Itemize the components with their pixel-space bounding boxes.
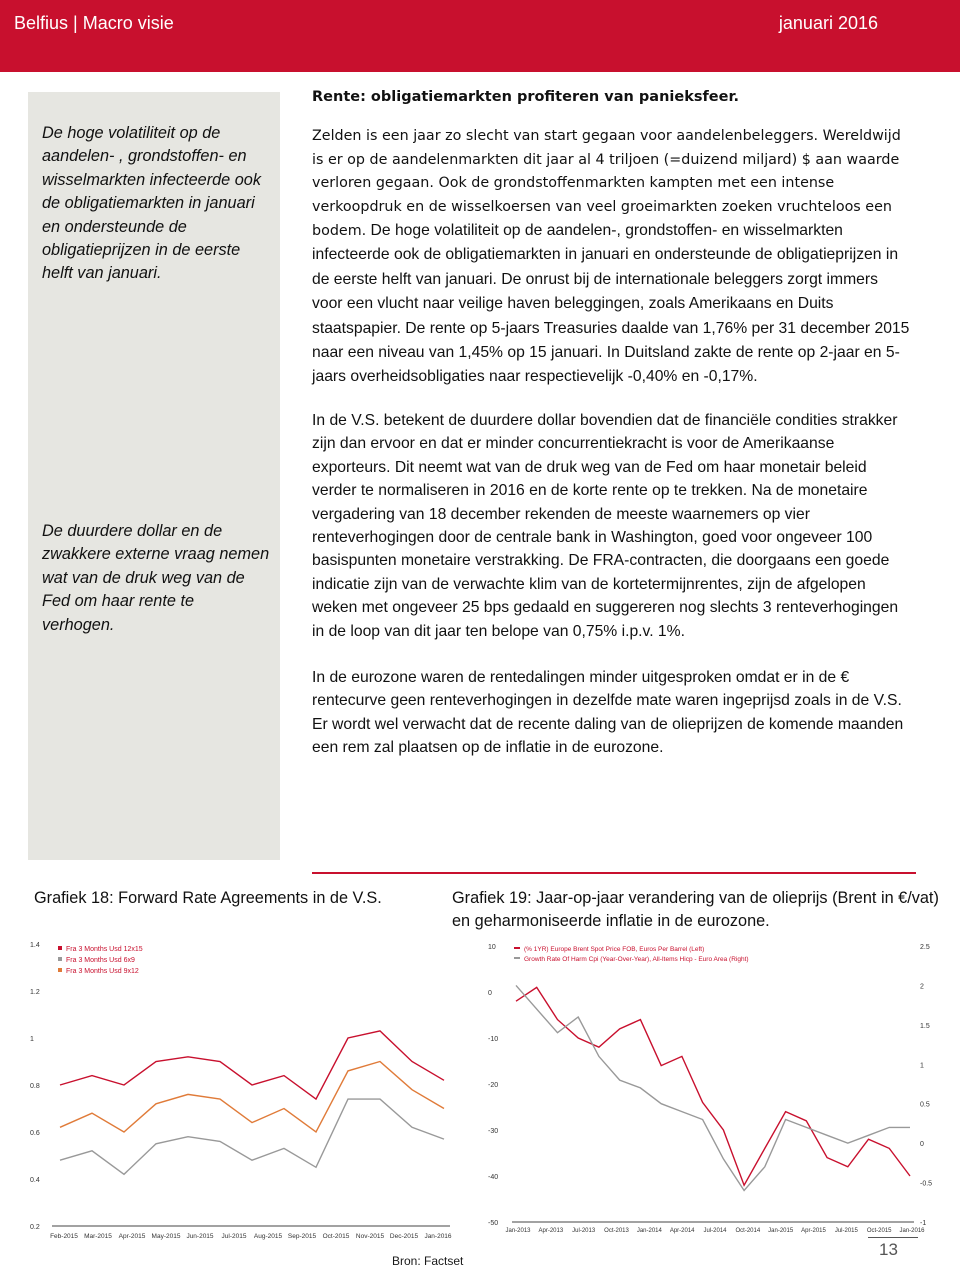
x-tick-label: Apr-2013 [538, 1228, 564, 1234]
y-right-tick-label: 1 [920, 1062, 924, 1070]
x-tick-label: Jul-2015 [221, 1233, 247, 1240]
y-right-tick-label: 1.5 [920, 1022, 930, 1030]
series-line [516, 985, 910, 1190]
series-line [516, 987, 910, 1185]
legend-swatch [58, 968, 62, 972]
page-number-rule [868, 1237, 918, 1238]
chart18-title: Grafiek 18: Forward Rate Agreements in de V.S. [34, 889, 382, 907]
x-tick-label: Jan-2016 [424, 1233, 452, 1240]
x-tick-label: Oct-2013 [604, 1228, 629, 1234]
y-left-tick-label: -10 [488, 1036, 499, 1043]
y-right-tick-label: -0.5 [920, 1180, 933, 1188]
article-body [312, 86, 912, 760]
section-divider [312, 872, 916, 874]
x-tick-label: Jan-2013 [505, 1228, 531, 1234]
y-right-tick-label: 2 [920, 983, 924, 991]
legend-label: (% 1YR) Europe Brent Spot Price FOB, Euros Per Barrel (Left) [524, 946, 705, 953]
y-right-tick-label: 0 [920, 1141, 924, 1149]
y-left-tick-label: -50 [488, 1220, 499, 1227]
x-tick-label: Jul-2014 [703, 1228, 727, 1234]
article-intro-lead: Zelden is een jaar zo slecht van start gegaan voor aandelenbeleggers. Wereldwijd is er op de aandelenmarkten dit jaar al 4 triljoen (=duizend miljard) $ aan waarde verloren gegaan. Ook de grondstoffenmarkten kampten met een intense verkoopdruk en de wisselkoersen van veel groeimarkten zoeken vruchteloos een bodem. [312, 128, 901, 240]
x-tick-label: Feb-2015 [50, 1233, 78, 1240]
x-tick-label: Aug-2015 [253, 1233, 283, 1240]
y-right-tick-label: 0.5 [920, 1101, 930, 1109]
chart19-title: Grafiek 19: Jaar-op-jaar verandering van de olieprijs (Brent in €/vat) en geharmoniseerde inflatie in de eurozone. [452, 889, 939, 930]
series-line [60, 1062, 444, 1133]
x-tick-label: Jul-2015 [834, 1228, 858, 1234]
legend-swatch [58, 946, 62, 950]
source-note: Bron: Factset [392, 1254, 464, 1268]
pull-quote-dollar: De duurdere dollar en de zwakkere externe vraag nemen wat van de druk weg van de Fed om haar rente te verhogen. [42, 522, 270, 634]
x-tick-label: Sep-2015 [287, 1233, 317, 1240]
x-tick-label: Nov-2015 [355, 1233, 385, 1240]
chart-fra [26, 936, 456, 1246]
x-tick-label: Jan-2014 [636, 1228, 662, 1234]
paragraph-eurozone: In de eurozone waren de rentedalingen minder uitgesproken omdat er in de € rentecurve geen renteverhogingen in dezelfde mate waren ingeprijsd zoals in de V.S. Er wordt wel verwacht dat de recente daling van de olieprijzen de komende maanden een rem zal plaatsen op de inflatie in de eurozone. [312, 668, 904, 757]
y-left-tick-label: 0 [488, 990, 492, 997]
x-tick-label: Oct-2015 [866, 1228, 892, 1234]
page-number: 13 [879, 1240, 898, 1259]
y-tick-label: 1.2 [30, 989, 40, 996]
y-tick-label: 0.2 [30, 1224, 40, 1231]
x-tick-label: Apr-2014 [669, 1228, 695, 1234]
chart-oil-inflation [484, 936, 944, 1236]
y-left-tick-label: 10 [488, 944, 496, 951]
y-tick-label: 0.6 [30, 1130, 40, 1137]
x-tick-label: Oct-2014 [735, 1228, 761, 1234]
article-intro [312, 125, 912, 389]
x-tick-label: Oct-2015 [322, 1233, 350, 1240]
paragraph-dollar: In de V.S. betekent de duurdere dollar bovendien dat de financiële condities strakker zijn dan ervoor en dat er minder concurrentiekracht is voor de Amerikaanse exporteurs. Dit neemt wat van de druk weg van de Fed om haar monetair beleid verder te normaliseren in 2016 en de korte rente op te trekken. Na de monetaire vergadering van 18 december rekenden de meeste waarnemers op vier renteverhogingen door de centrale bank in Washington, goed voor ongeveer 100 basispunten monetaire verstrakking. De FRA-contracten, die doorgaans een goede indicatie zijn van de verwachte klim van de kortetermijnrentes, zijn de afgelopen weken met ongeveer 25 bps gedaald en suggereren nog slechts 3 renteverhogingen in de loop van dit jaar ten belope van 0,75% i.p.v. 1%. [312, 411, 899, 640]
y-tick-label: 1 [30, 1036, 34, 1043]
x-tick-label: Jun-2015 [186, 1233, 214, 1240]
page-header [0, 0, 960, 72]
y-tick-label: 0.8 [30, 1083, 40, 1090]
x-tick-label: Jan-2015 [768, 1228, 794, 1234]
y-tick-label: 0.4 [30, 1177, 40, 1184]
y-right-tick-label: 2.5 [920, 944, 930, 951]
x-tick-label: Apr-2015 [118, 1233, 146, 1240]
y-right-tick-label: -1 [920, 1220, 927, 1227]
series-line [60, 1099, 444, 1174]
legend-label: Fra 3 Months Usd 6x9 [66, 957, 135, 964]
legend-label: Fra 3 Months Usd 12x15 [66, 946, 143, 953]
legend-swatch [58, 957, 62, 961]
x-tick-label: Apr-2015 [801, 1228, 826, 1234]
x-tick-label: May-2015 [151, 1233, 181, 1240]
x-tick-label: Jul-2013 [572, 1228, 596, 1234]
x-tick-label: Jan-2016 [899, 1228, 925, 1234]
x-tick-label: Dec-2015 [389, 1233, 419, 1240]
y-left-tick-label: -40 [488, 1174, 499, 1181]
header-title: Belfius | Macro visie [14, 13, 174, 33]
header-date: januari 2016 [778, 13, 878, 33]
article-intro-rest: De hoge volatiliteit op de aandelen-, grondstoffen- en wisselmarkten infecteerde ook de obligatiemarkten in januari en ondersteunde de obligatieprijzen in de eerste helft van januari. De onrust bij de internationale beleggers zorgt immers voor een vlucht naar veilige haven beleggingen, zoals Amerikaans en Duits staatspapier. De rente op 5-jaars Treasuries daalde van 1,76% per 31 december 2015 naar een niveau van 1,45% op 15 januari. In Duitsland zakte de rente op 2-jaar en 5-jaars overheidsobligaties naar respectievelijk -0,40% en -0,17%. [312, 222, 910, 386]
sidebar-quotes [28, 92, 280, 860]
pull-quote-volatility: De hoge volatiliteit op de aandelen- , grondstoffen- en wisselmarkten infecteerde ook de obligatiemarkten in januari en ondersteunde de obligatieprijzen in de eerste helft van januari. [42, 124, 261, 283]
y-tick-label: 1.4 [30, 942, 40, 949]
x-tick-label: Mar-2015 [84, 1233, 112, 1240]
article-title: Rente: obligatiemarkten profiteren van panieksfeer. [312, 89, 740, 105]
y-left-tick-label: -20 [488, 1082, 499, 1089]
legend-label: Fra 3 Months Usd 9x12 [66, 968, 139, 975]
series-line [60, 1031, 444, 1099]
legend-label: Growth Rate Of Harm Cpi (Year-Over-Year), All-Items Hicp - Euro Area (Right) [524, 956, 749, 963]
y-left-tick-label: -30 [488, 1128, 499, 1135]
